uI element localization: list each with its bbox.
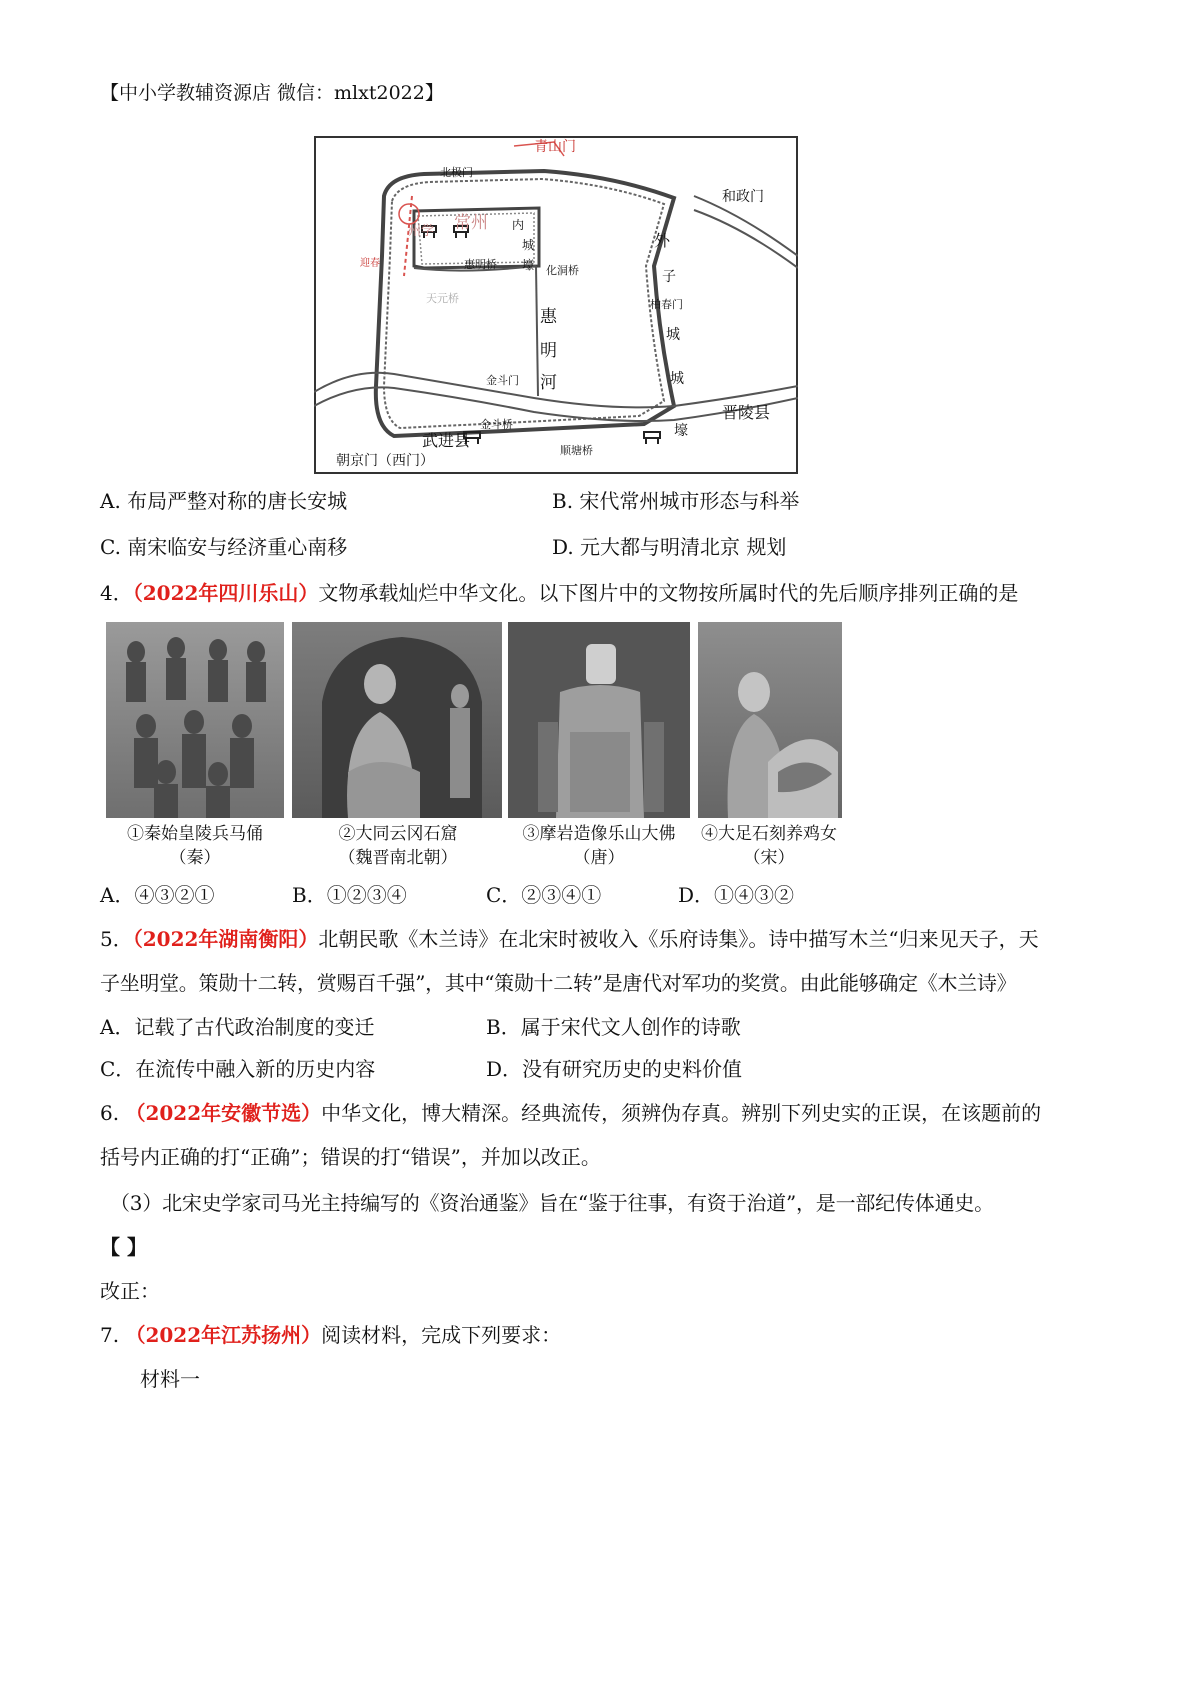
map-label-zi: 子 [662,269,676,285]
photo-dazu-rock-carving [698,622,842,818]
map-label-wujin: 武进县 [422,431,471,450]
q4-option-d: D．①④③② [678,883,795,907]
map-label-changzhou: 常州 [454,213,488,233]
map-label-chaojing: 朝京门（西门） [336,453,434,469]
q7-question [100,1320,561,1350]
q4-caption-2 [290,822,506,870]
map-label-outer-cheng-2: 城 [670,371,684,387]
map-label-huaming-bridge: 惠明桥 [464,258,497,271]
map-label-nei-hao: 壕 [522,258,535,272]
q6-number: 6. [100,1101,120,1125]
q7-material-label: 材料一 [140,1367,200,1391]
q6-answer-bracket: 【 】 [100,1235,147,1259]
q5-question-line1 [100,924,1039,954]
q6-correction-label: 改正： [100,1279,160,1303]
q3-option-b: B. 宋代常州城市形态与科举 [552,489,800,513]
q3-option-d: D. 元大都与明清北京 规划 [552,535,787,559]
q5-option-c: C．在流传中融入新的历史内容 [100,1057,376,1081]
map-label-huadong-bridge: 化洞桥 [546,264,579,277]
q4-option-b: B．①②③④ [292,883,407,907]
map-label-nei: 内 [512,218,525,232]
q4-caption-4-era: （宋） [743,848,795,868]
q4-caption-3 [504,822,694,870]
map-label-beiji: 北极门 [440,166,473,179]
q4-question [100,578,1018,608]
q6-stem-line1: 中华文化，博大精深。经典流传，须辨伪存真。辨别下列史实的正误，在该题前的 [321,1101,1042,1125]
map-label-qingshan: 青山门 [534,139,576,155]
map-label-tianyuan-bridge: 天元桥 [426,292,459,305]
map-label-outer-cheng: 城 [666,327,680,343]
photo-terracotta-warriors [106,622,284,818]
map-label-wai: 外 [654,231,671,250]
q3-option-a: A. 布局严整对称的唐长安城 [100,489,348,513]
q4-caption-4-title: ④大足石刻养鸡女 [701,824,837,844]
q7-number: 7. [100,1323,120,1347]
map-label-jinling: 晋陵县 [722,403,771,422]
q5-option-a: A．记载了古代政治制度的变迁 [100,1015,375,1039]
q5-number: 5． [100,927,133,951]
map-label-he: 河 [540,373,557,393]
q4-option-c: C．②③④① [486,883,602,907]
q4-option-a: A．④③②① [100,883,215,907]
map-label-outer-hao: 壕 [674,423,688,439]
q7-stem: 阅读材料，完成下列要求： [321,1323,562,1347]
map-label-ming: 明 [540,341,557,361]
header-note: 【中小学教辅资源店 微信：mlxt2022】 [100,82,444,104]
map-label-hui: 惠 [540,307,557,327]
map-label-shuntang-bridge: 顺塘桥 [560,444,593,457]
photo-yungang-grottoes [292,622,502,818]
q6-stem-line2: 括号内正确的打“正确”；错误的打“错误”，并加以改正。 [100,1145,601,1169]
q4-caption-4 [694,822,844,870]
q6-source: （2022年安徽节选） [125,1101,322,1125]
q5-option-d: D．没有研究历史的史料价值 [486,1057,743,1081]
q7-source: （2022年江苏扬州） [125,1323,322,1347]
q5-stem-line2: 子坐明堂。策勋十二转，赏赐百千强”，其中“策勋十二转”是唐代对军功的奖赏。由此能够确定《木兰诗》 [100,971,1017,995]
q4-number: 4． [100,581,133,605]
map-label-bailu-gate: 柏春门 [650,298,683,311]
q5-option-b: B．属于宋代文人创作的诗歌 [486,1015,741,1039]
q3-option-c: C. 南宋临安与经济重心南移 [100,535,348,559]
q4-caption-3-title: ③摩岩造像乐山大佛 [522,824,676,844]
map-label-hezheng: 和政门 [722,189,764,205]
map-label-zhouxue: 州学 [408,224,435,239]
q6-item3: （3）北宋史学家司马光主持编写的《资治通鉴》旨在“鉴于往事，有资于治道”，是一部纪传体通史。 [110,1191,994,1215]
q4-caption-3-era: （唐） [573,848,625,868]
changzhou-map [314,136,798,474]
q4-caption-2-era: （魏晋南北朝） [338,848,458,868]
photo-leshan-buddha [508,622,690,818]
q4-source: （2022年四川乐山） [132,581,319,605]
q4-caption-2-title: ②大同云冈石窟 [338,824,458,844]
q4-caption-1-title: ①秦始皇陵兵马俑 [127,824,263,844]
map-label-jindou-bridge: 金斗桥 [480,418,513,431]
map-label-nei-cheng: 城 [522,238,535,252]
map-label-yingchun: 迎春 [360,258,380,269]
map-label-jindou-gate: 金斗门 [486,374,519,387]
q5-source: （2022年湖南衡阳） [132,927,319,951]
q4-stem: 文物承载灿烂中华文化。以下图片中的文物按所属时代的先后顺序排列正确的是 [318,581,1019,605]
q4-caption-1-era: （秦） [169,848,221,868]
q6-question-line1 [100,1098,1041,1128]
q5-stem-line1: 北朝民歌《木兰诗》在北宋时被收入《乐府诗集》。诗中描写木兰“归来见天子，天 [318,927,1039,951]
q4-caption-1 [100,822,290,870]
